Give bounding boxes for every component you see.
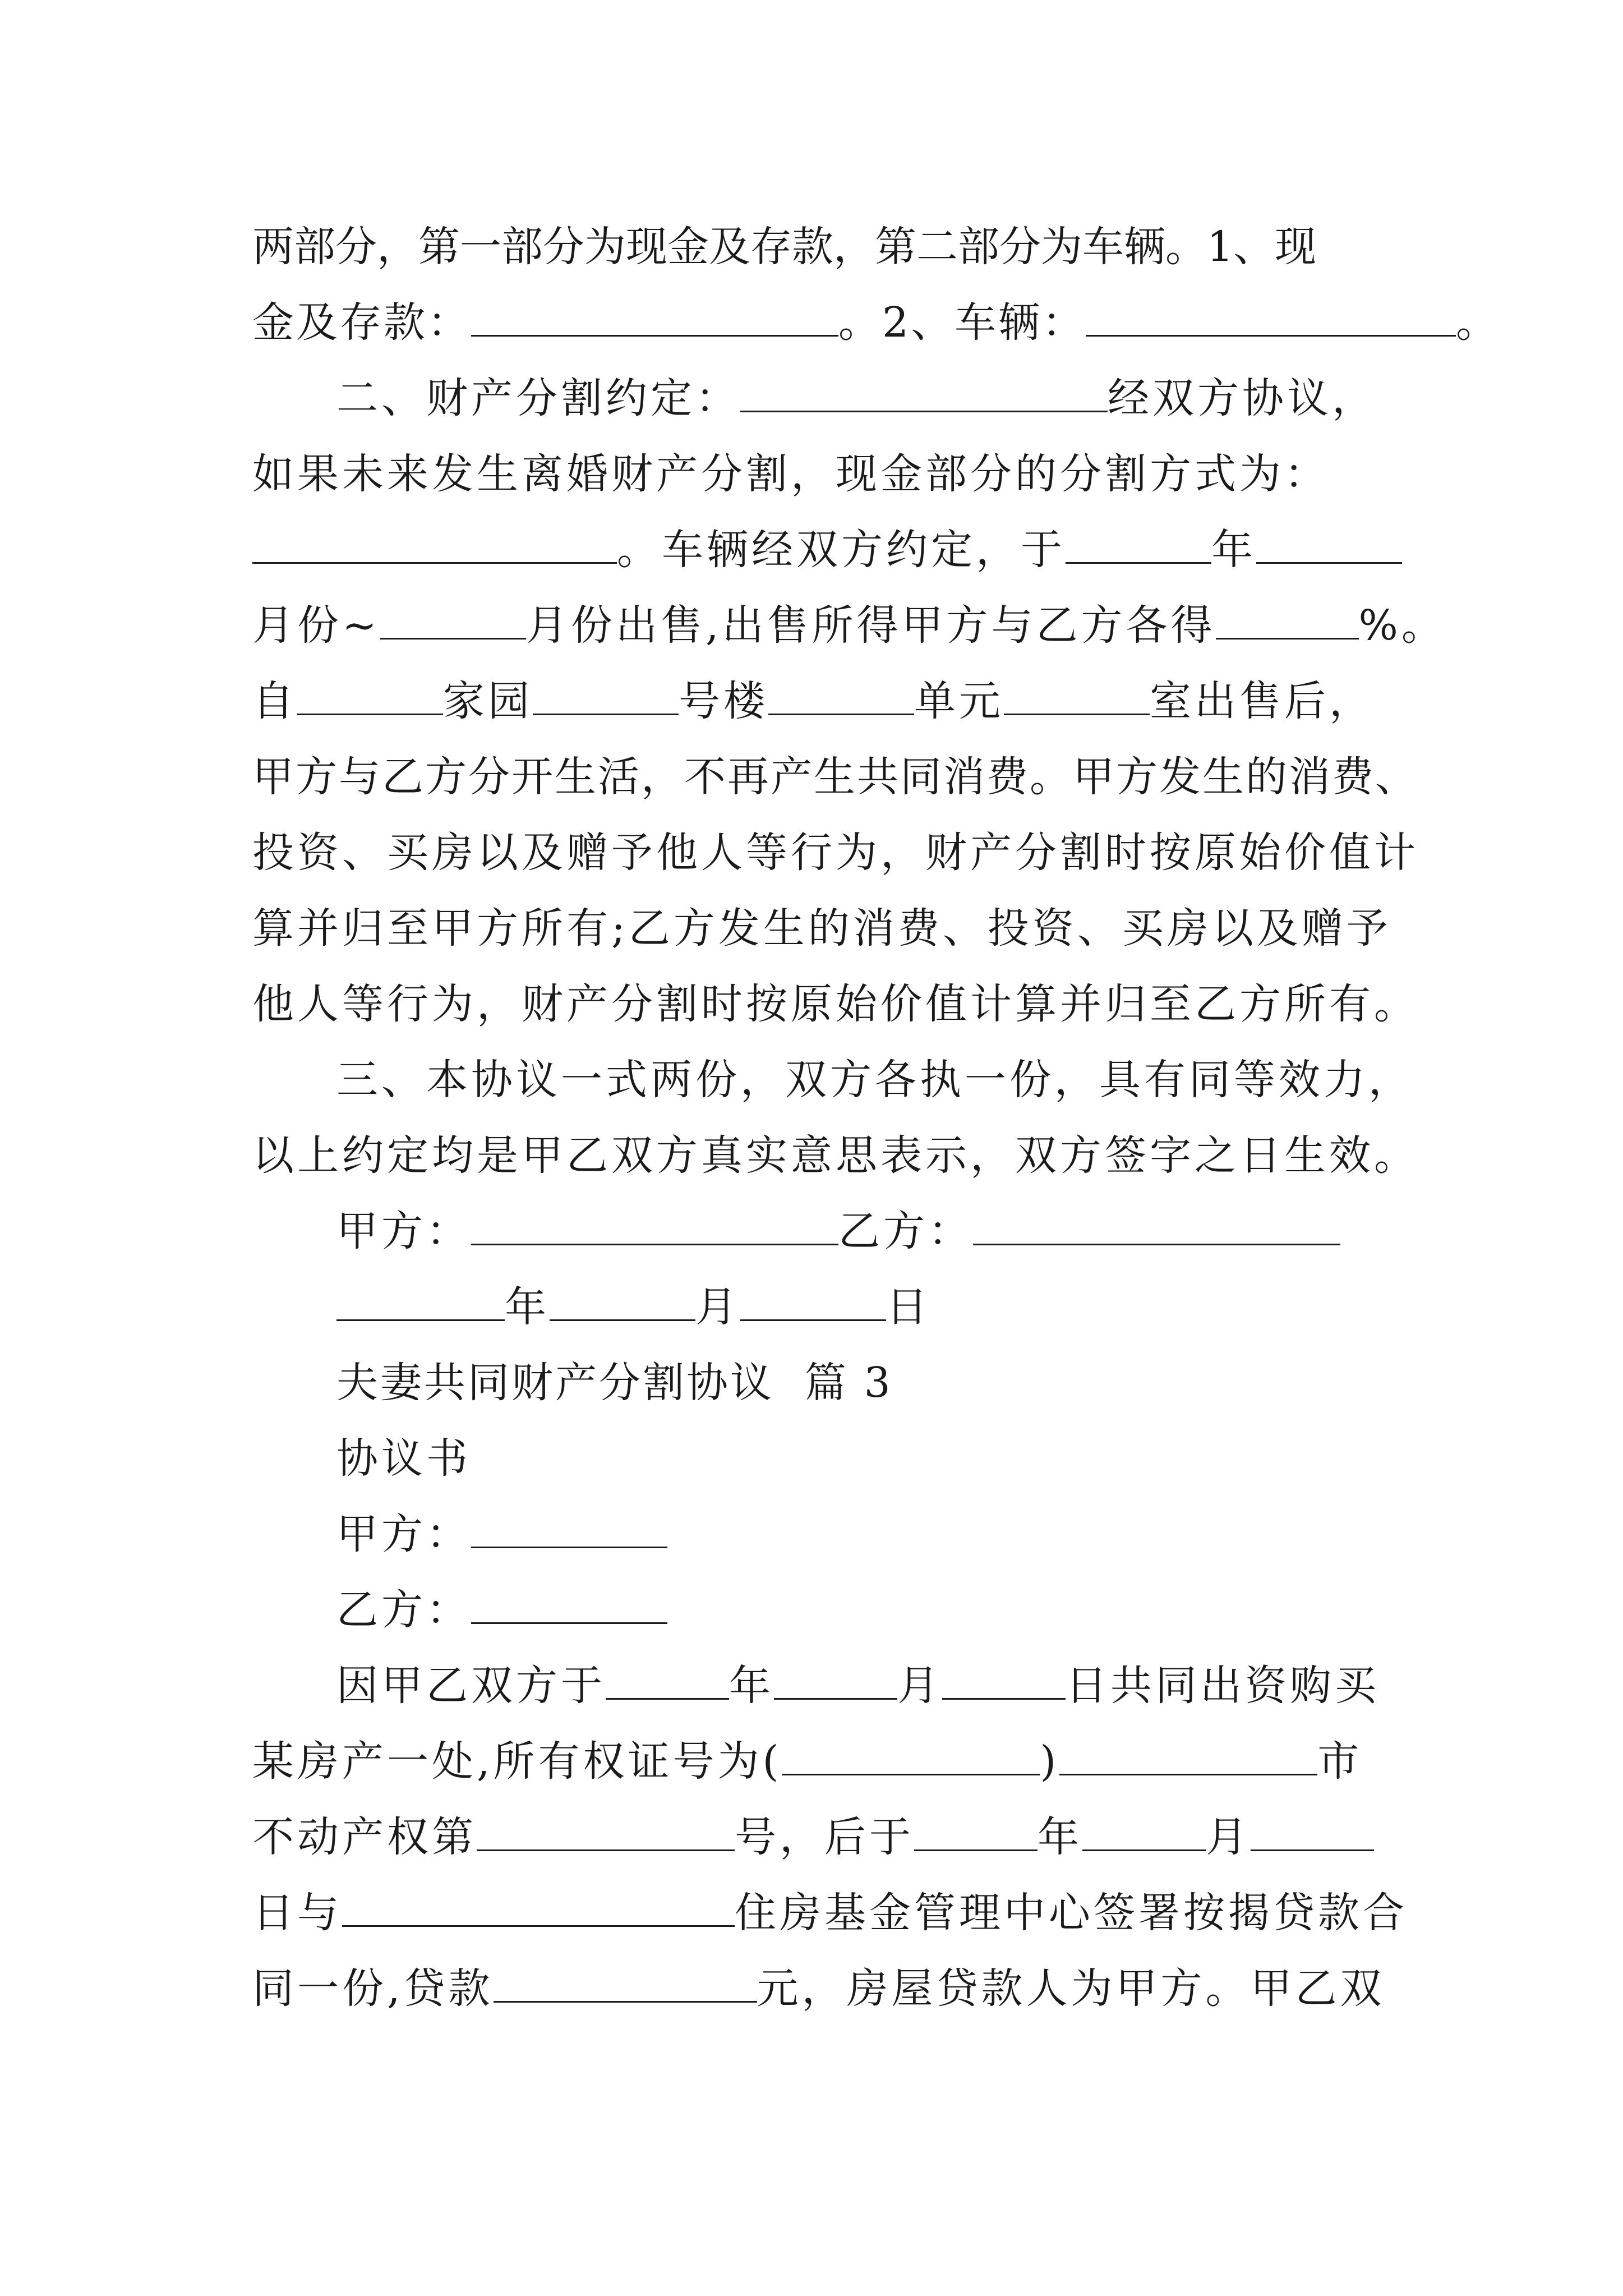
- text: 号，后于: [735, 1813, 914, 1861]
- blank-field: [380, 599, 526, 639]
- paragraph-line: [252, 673, 1391, 729]
- text: 自: [252, 677, 297, 725]
- paragraph-line: [252, 1733, 1391, 1789]
- text: 甲方与乙方分开生活，不再产生共同消费。甲方发生的消费、: [252, 753, 1418, 801]
- blank-field: [550, 1280, 695, 1321]
- text: 住房基金管理中心签署按揭贷款合: [735, 1889, 1408, 1937]
- text: 投资、买房以及赠予他人等行为，财产分割时按原始价值计: [252, 829, 1419, 877]
- paragraph-line: [252, 295, 1500, 351]
- party-a-label: 甲方：: [336, 1207, 471, 1255]
- blank-field: [252, 523, 617, 564]
- text: 协议书: [336, 1434, 471, 1483]
- text: 单元: [914, 677, 1004, 725]
- text: 以上约定均是甲乙双方真实意思表示，双方签字之日生效。: [252, 1131, 1419, 1180]
- paragraph-line: [336, 370, 1475, 426]
- text: 三、本协议一式两份，双方各执一份，具有同等效力，: [336, 1056, 1413, 1104]
- paragraph-line: [252, 825, 1419, 881]
- text: 元，房屋贷款人为甲方。甲乙双: [757, 1964, 1385, 2013]
- text: 夫妻共同财产分割协议 篇 3: [336, 1359, 893, 1407]
- date-line: [336, 1279, 1475, 1335]
- blank-field: [606, 1659, 729, 1700]
- blank-field: [471, 1507, 667, 1548]
- blank-field: [1216, 599, 1359, 639]
- text: 二、财产分割约定：: [336, 374, 740, 422]
- text: 某房产一处,所有权证号为(: [252, 1737, 782, 1786]
- blank-field: [914, 1810, 1038, 1851]
- signature-line: [336, 1203, 1475, 1259]
- blank-field: [342, 1886, 735, 1927]
- blank-field: [297, 674, 443, 715]
- text: 月份~: [252, 601, 381, 650]
- text: 如果未来发生离婚财产分割，现金部分的分割方式为：: [252, 450, 1329, 498]
- blank-field: [1086, 296, 1456, 337]
- paragraph-line: [252, 1885, 1408, 1941]
- text: 家园: [443, 677, 533, 725]
- blank-field: [1066, 523, 1211, 564]
- blank-field: [494, 1962, 757, 2003]
- paragraph-line: [252, 1128, 1419, 1184]
- blank-field: [336, 1280, 505, 1321]
- paragraph-line: [336, 1430, 1475, 1487]
- paragraph-line: [252, 1961, 1391, 2017]
- text: 。车辆经双方约定，于: [617, 526, 1066, 574]
- paragraph-line: [252, 597, 1446, 654]
- text: 年: [1038, 1813, 1082, 1861]
- text: 室出售后，: [1150, 677, 1374, 725]
- text: 因甲乙双方于: [336, 1662, 606, 1710]
- text: 算并归至甲方所有;乙方发生的消费、投资、买房以及赠予: [252, 904, 1391, 953]
- text: 不动产权第: [252, 1813, 477, 1861]
- paragraph-line: [336, 1506, 1475, 1562]
- blank-field: [533, 674, 679, 715]
- blank-field: [1256, 523, 1402, 564]
- text: 年: [505, 1283, 550, 1331]
- blank-field: [768, 674, 914, 715]
- text: 经双方协议，: [1108, 374, 1377, 422]
- paragraph-line: [336, 1052, 1475, 1108]
- paragraph-line: [252, 1809, 1391, 1865]
- text: 。: [1456, 298, 1500, 347]
- paragraph-line: [336, 1582, 1475, 1638]
- blank-field: [782, 1734, 1040, 1775]
- text: 月: [695, 1283, 740, 1331]
- blank-field: [1004, 674, 1150, 715]
- text: 日: [886, 1283, 931, 1331]
- text: 月: [1206, 1813, 1251, 1861]
- paragraph-line: [252, 900, 1391, 956]
- blank-field: [740, 1280, 886, 1321]
- paragraph-line: [252, 749, 1418, 805]
- blank-field: [740, 371, 1108, 412]
- blank-field: [1251, 1810, 1374, 1851]
- paragraph-line: [252, 522, 1391, 578]
- blank-field: [471, 1583, 667, 1624]
- party-b-label: 乙方：: [336, 1586, 471, 1634]
- text: %。: [1358, 601, 1446, 650]
- paragraph-line: [252, 219, 1391, 275]
- blank-field: [1059, 1734, 1317, 1775]
- paragraph-line: [252, 446, 1391, 502]
- blank-field: [477, 1810, 735, 1851]
- blank-field: [471, 1204, 838, 1245]
- text: 月份出售,出售所得甲方与乙方各得: [526, 601, 1216, 650]
- text: 市: [1317, 1737, 1363, 1786]
- blank-field: [471, 296, 838, 337]
- text: 他人等行为，财产分割时按原始价值计算并归至乙方所有。: [252, 980, 1419, 1028]
- text: 日与: [252, 1889, 342, 1937]
- party-a-label: 甲方：: [336, 1510, 471, 1558]
- text: 年: [729, 1662, 774, 1710]
- blank-field: [1082, 1810, 1206, 1851]
- text: 年: [1211, 526, 1256, 574]
- section-title: [336, 1355, 1475, 1411]
- text: 日共同出资购买: [1066, 1662, 1380, 1710]
- text: 月: [897, 1662, 942, 1710]
- blank-field: [973, 1204, 1340, 1245]
- paragraph-line: [336, 1658, 1475, 1714]
- text: 。2、车辆：: [838, 298, 1086, 347]
- text: 金及存款：: [252, 298, 471, 347]
- text: ): [1040, 1737, 1060, 1786]
- text: 号楼: [679, 677, 768, 725]
- blank-field: [774, 1659, 897, 1700]
- blank-field: [942, 1659, 1066, 1700]
- text: 两部分，第一部分为现金及存款，第二部分为车辆。1、现: [252, 223, 1317, 271]
- party-b-label: 乙方：: [838, 1207, 973, 1255]
- text: 同一份,贷款: [252, 1964, 494, 2013]
- paragraph-line: [252, 976, 1419, 1032]
